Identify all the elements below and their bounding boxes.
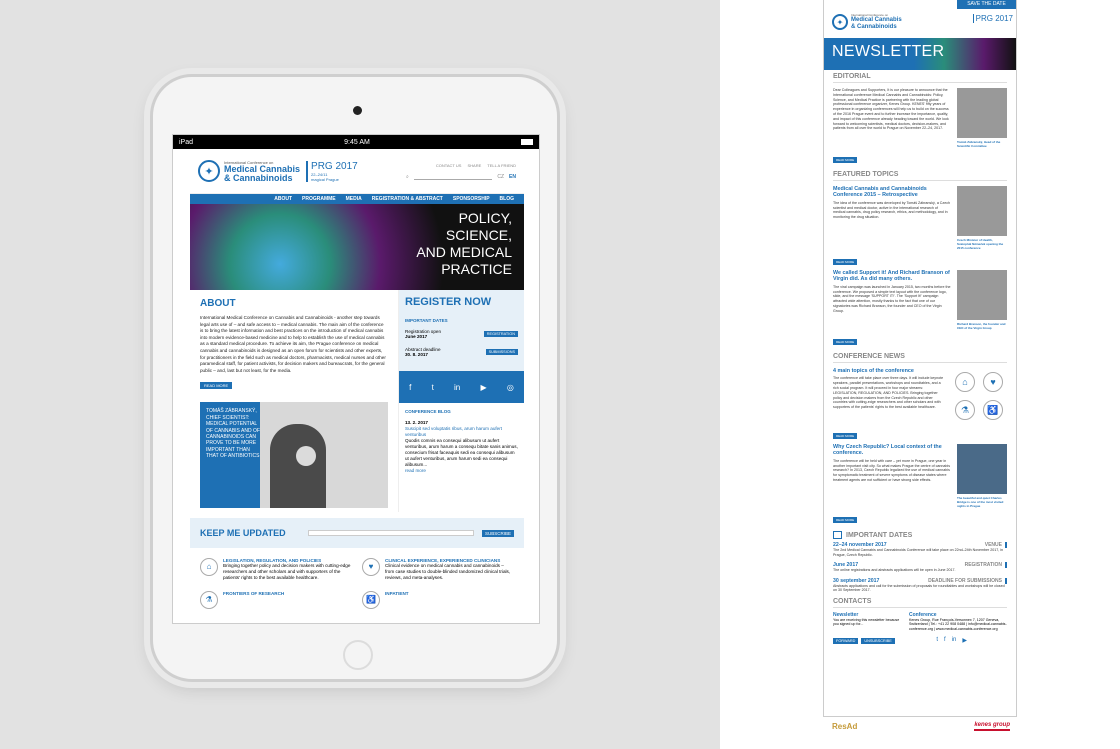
news-section: CONFERENCE NEWS 4 main topics of the conference The conference will take place over three days. It will include keynote speakers, parallel presentations, workshops and roundtables, and a rich social program. It will proceed in four major streams: LEGISLATION, REGULATION, AND POLICIES. Bringing together policy and decision makers from the Czech Republic and other countries with cutting-edge researchers and other scholars and with supporters of the patients' rights to the best available healthcare. ⌂ ♥ ⚗ ♿ READ MORE Why Czech Republic? Local context of the conference. The conference will be held with care – yet more in Prague, one year in another important visit city. So what makes Prague the centre of cannabis research? In 2013, Czech Republic legalized the use of medical cannabis for symptomatic treatment of severe symptoms of disease states where treatment agents are not sufficient or have strong side effects. The beautiful and quiet Charles Bridge is one of the most visited sights in Prague READ MORE <box>824 350 1016 528</box>
top-links <box>406 163 516 180</box>
registration-button[interactable]: REGISTRATION <box>484 331 518 337</box>
kenes-logo: kenes group <box>974 722 1010 731</box>
blog-label: CONFERENCE BLOG <box>405 409 451 414</box>
tell-friend-link[interactable]: TELL A FRIEND <box>487 162 516 168</box>
topics-row-2: ⚗ FRONTIERS OF RESEARCH ♿ INPATIENT <box>190 581 524 609</box>
date-row: 22–24 november 2017 VENUE The 2nd Medical Cannabis and Cannabinoids Conference will take place on 22nd–24th November 2017, in Prague, Czech Republic. <box>833 539 1007 559</box>
tablet-screen <box>172 134 540 624</box>
microscope-icon: ⚗ <box>200 591 218 609</box>
about-read-more-button[interactable]: READ MORE <box>200 382 232 389</box>
abs-date: 30. 8. 2017 <box>405 352 428 357</box>
facebook-icon[interactable]: f <box>409 382 412 392</box>
government-icon: ⌂ <box>200 558 218 576</box>
blog-read-more[interactable]: read more <box>405 468 426 473</box>
share-link[interactable]: SHARE <box>467 162 482 168</box>
heart-icon: ♥ <box>362 558 380 576</box>
clock: 9:45 AM <box>344 138 370 146</box>
topic-icons <box>951 368 1007 424</box>
heart-icon: ♥ <box>983 372 1003 392</box>
register-title: REGISTER NOW <box>405 296 492 308</box>
editorial-section: EDITORIAL Dear Colleagues and Supporters, It is our pleasure to announce that the International conference Medical Cannabis and Cannabinoids: Policy, Science, and Medical Practice is partnering with the leading global professional conference organizer, Kenes Group. KENES' fifty years of experience in organizing conferences will help us to build on the success of the 2016 Prague event and to further increase the importance, quality, and impact of this conference already heading toward the world. We look forward to welcoming scientists, medical doctors, decision-makers, and patients from all over the world to Prague on November 22–24, 2017. Tomáš Zábranský, Head of the Scientific Committee READ MORE <box>824 70 1016 168</box>
featured-section: FEATURED TOPICS Medical Cannabis and Cannabinoids Conference 2015 – Retrospective The idea of the conference was developed by Tomáš Zábranský, a Czech scientist and medical doctor, active in the international research of medical cannabis, drug policy research, ethics, and methodology, and in monitoring the drug situation. Czech Minister of Health, Svatopluk Němeček opening the 2015 conference READ MORE We called Support it! And Richard Branson of Virgin did. As did many others. The viral campaign was launched in January 2015, two months before the conference. We proposed a simple text layout with the conference logo, slide, and the message 'SUPPORT IT!'. The 'Support It!' campaign attracted wide attention, mostly thanks to the fact that one of our signatories was Richard Branson, the founder and CEO of the Virgin Group. Richard Branson, the founder and CEO of the Virgin Group READ MORE <box>833 171 1006 344</box>
contact-link[interactable]: CONTACT US <box>435 162 462 168</box>
nav-blog[interactable]: BLOG <box>499 196 514 202</box>
contacts-section: CONTACTS Newsletter You are receiving this newsletter because you signed up for... Conference Kenes Group, Rue François-Versonnex 7, 1207 Geneva, Switzerland | Tel.: +41 22 908 0488 | info@medical-cannabis-conference.org | www.medical-cannabis-conference.org <box>833 597 1007 631</box>
status-bar <box>173 135 539 149</box>
keep-title: KEEP ME UPDATED <box>200 528 286 538</box>
newsletter-banner: NEWSLETTER <box>824 38 1016 70</box>
hero-banner <box>190 204 524 290</box>
subscribe-button[interactable]: SUBSCRIBE <box>482 530 514 537</box>
twitter-icon[interactable]: t <box>936 637 939 644</box>
logo-small: International Conference on <box>224 159 274 165</box>
speaker-photo <box>270 424 326 508</box>
facebook-icon[interactable]: f <box>944 637 946 644</box>
lang-en[interactable]: EN <box>509 173 516 180</box>
dates-section: IMPORTANT DATES 22–24 november 2017 VENUE The 2nd Medical Cannabis and Cannabinoids Conference will take place on 22nd–24th November 2017, in Prague, Czech Republic. June 2017 REGISTRATION The online registrations and abstracts applications will be open in June 2017. 30 september 2017 DEADLINE FOR SUBMISSIONS Abstracts applications and call for the submission of proposals for roundtables and workshops will be closed on 30 September 2017. <box>824 528 1016 595</box>
newsletter-footer <box>824 631 1016 644</box>
home-button[interactable] <box>343 640 373 670</box>
device-label: iPad <box>179 138 194 146</box>
main-nav <box>190 194 524 204</box>
linkedin-icon[interactable]: in <box>454 382 461 392</box>
wheelchair-icon: ♿ <box>362 591 380 609</box>
blog-body: Quodis comnis ea consequi alibusum ut aufert venturibus, arum harum a consequ bitate sanis animus, consecium frisat faceaquis sedi ea consequi alibusum ut aufert venturibus, arum harum sedi ea consequi alibusum... <box>405 438 518 467</box>
logo-line2: & Cannabinoids <box>224 172 293 183</box>
lang-cz[interactable]: CZ <box>497 173 505 180</box>
editor-photo <box>957 88 1007 138</box>
editorial-read-more[interactable]: READ MORE <box>833 157 857 163</box>
newsletter-prg: PRG 2017 <box>973 14 1013 23</box>
date-row: June 2017 REGISTRATION The online registrations and abstracts applications will be open in June 2017. <box>833 559 1007 575</box>
prague-photo <box>957 444 1007 494</box>
microscope-icon: ⚗ <box>955 400 975 420</box>
conference-photo <box>957 186 1007 236</box>
cannabis-leaf-icon: ✦ <box>832 14 848 30</box>
nav-programme[interactable]: PROGRAMME <box>302 196 336 202</box>
camera-icon <box>353 106 362 115</box>
government-icon: ⌂ <box>955 372 975 392</box>
reg-label: Registration open <box>405 329 442 334</box>
search-input[interactable] <box>414 174 493 180</box>
social-bar <box>399 371 524 403</box>
topics <box>190 548 524 581</box>
register-box <box>399 290 524 371</box>
youtube-icon[interactable]: ▶ <box>480 382 487 392</box>
save-the-date-badge: SAVE THE DATE <box>957 0 1016 9</box>
prg-code: PRG <box>311 160 333 172</box>
sidebar <box>398 290 524 512</box>
keep-updated <box>190 518 524 548</box>
website <box>190 149 524 624</box>
about-section <box>190 290 398 512</box>
hero-title: POLICY, SCIENCE, AND MEDICAL PRACTICE <box>416 210 512 277</box>
abs-label: Abstract deadline <box>405 347 441 352</box>
wheelchair-icon: ♿ <box>983 400 1003 420</box>
battery-icon <box>521 139 533 145</box>
newsletter-header: SAVE THE DATE ✦ International Conference on Medical Cannabis & Cannabinoids PRG 2017 <box>824 0 1016 38</box>
nav-about[interactable]: ABOUT <box>274 196 292 202</box>
prg-badge <box>306 161 358 182</box>
calendar-icon <box>833 531 842 539</box>
search-icon[interactable]: ⌕ <box>406 173 409 180</box>
site-header <box>190 149 524 194</box>
instagram-icon[interactable]: ◎ <box>506 382 514 392</box>
topic-item: ♥ CLINICAL EXPERIENCE, EXPERIENCED CLINICIANS Clinical evidence on medical cannabis and cannabinoids – from case studies to double-blinded randomized clinical trials, reviews, and meta-analyses. <box>362 558 514 581</box>
prg-dates: 22–24/11 <box>311 171 328 177</box>
email-field[interactable] <box>308 530 474 536</box>
newsletter <box>823 0 1017 717</box>
featured-item: We called Support it! And Richard Branson of Virgin did. As did many others. The viral campaign was launched in January 2015, two months before the conference. We proposed a simple text layout with the conference logo, slide, and the message 'SUPPORT IT!'. The 'Support It!' campaign attracted wide attention, mostly thanks to the fact that one of our signatories was Richard Branson, the founder and CEO of the Virgin Group. Richard Branson, the founder and CEO of the Virgin Group <box>833 270 1006 330</box>
editorial-head: EDITORIAL <box>833 73 1007 83</box>
about-title: ABOUT <box>200 298 236 309</box>
video-player[interactable] <box>200 402 388 508</box>
prg-city: magical Prague <box>311 176 339 182</box>
site-logo[interactable] <box>198 160 388 183</box>
prg-year: 2017 <box>335 160 358 172</box>
tablet-device <box>150 74 560 682</box>
resad-logo: ResAd <box>832 722 858 731</box>
youtube-icon[interactable]: ▶ <box>962 638 967 645</box>
unsubscribe-button[interactable]: UNSUBSCRIBE <box>861 638 894 644</box>
important-dates-label: IMPORTANT DATES <box>405 318 448 323</box>
blog-box <box>399 403 524 480</box>
featured-item: Medical Cannabis and Cannabinoids Conference 2015 – Retrospective The idea of the conference was developed by Tomáš Zábranský, a Czech scientist and medical doctor, active in the international research of medical cannabis, drug policy research, ethics, and methodology, and in monitoring the drug situation. Czech Minister of Health, Svatopluk Němeček opening the 2015 conference <box>833 186 1007 250</box>
video-caption: TOMÁŠ ZÁBRANSKÝ, CHIEF SCIENTIST: MEDICAL POTENTIAL OF CANNABIS AND OF CANNABINOIDS CAN PROVE TO BE MORE IMPORTANT THAN THAT OF ANTIBIOTICS <box>206 408 260 460</box>
nav-media[interactable]: MEDIA <box>345 196 362 202</box>
submissions-button[interactable]: SUBMISSIONS <box>486 349 518 355</box>
twitter-icon[interactable]: t <box>431 382 434 392</box>
blog-title[interactable]: Suscipit sed voluptatis ribus, arum harum aufert venturibus <box>405 426 503 437</box>
editorial-text: Dear Colleagues and Supporters, It is our pleasure to announce that the International conference Medical Cannabis and Cannabinoids: Policy, Science, and Medical Practice is partnering with the leading global professional conference organizer, Kenes Group. KENES' fifty years of experience in organizing conferences will help us to build on the success of the 2016 Prague event and to further increase the importance, quality, and impact of this conference already heading toward the world. We look forward to welcoming scientists, medical doctors, decision-makers, and patients from all over the world to Prague on November 22–24, 2017. <box>833 88 949 131</box>
topic-item: ⌂ LEGISLATION, REGULATION, AND POLICIES Bringing together policy and decision makers with cutting-edge researchers and other scholars and with supporters of the patients' rights to the best available healthcare. <box>200 558 352 581</box>
nav-registration[interactable]: REGISTRATION & ABSTRACT <box>371 196 443 202</box>
search-row <box>406 174 516 180</box>
logo-line1: Medical Cannabis <box>224 163 301 174</box>
date-row: 30 september 2017 DEADLINE FOR SUBMISSIONS Abstracts applications and call for the submission of proposals for roundtables and workshops will be closed on 30 September 2017. <box>833 575 1007 595</box>
content-row <box>190 290 524 512</box>
about-body: International Medical Conference on Cannabis and Cannabinoids - another step towards legal arts use of – and safe access to – medical cannabis. The main aim of the conference is to bring the latest information and best practices on the introduction of medical cannabis into modern evidence-based medicine and to help to establish the use of medical cannabis as a standard medical procedure. To achieve its aim, the Prague conference on medical cannabis and cannabinoids is designed as an open forum for scientists and other experts, for practitioners in the field such as medical doctors, pharmacists, medical nurses and other paramedical staff, for patient activists, for decision makers and bureaucrats, for the general public – and, last but not least, for the media. <box>200 315 386 373</box>
blog-date: 13. 2. 2017 <box>405 420 428 425</box>
cannabis-leaf-icon: ✦ <box>198 160 220 182</box>
nav-sponsorship[interactable]: SPONSORSHIP <box>452 196 490 202</box>
branson-photo <box>957 270 1007 320</box>
reg-date: June 2017 <box>405 334 428 339</box>
linkedin-icon[interactable]: in <box>951 637 957 644</box>
brand-logos <box>832 722 1010 731</box>
forward-button[interactable]: FORWARD <box>833 638 858 644</box>
